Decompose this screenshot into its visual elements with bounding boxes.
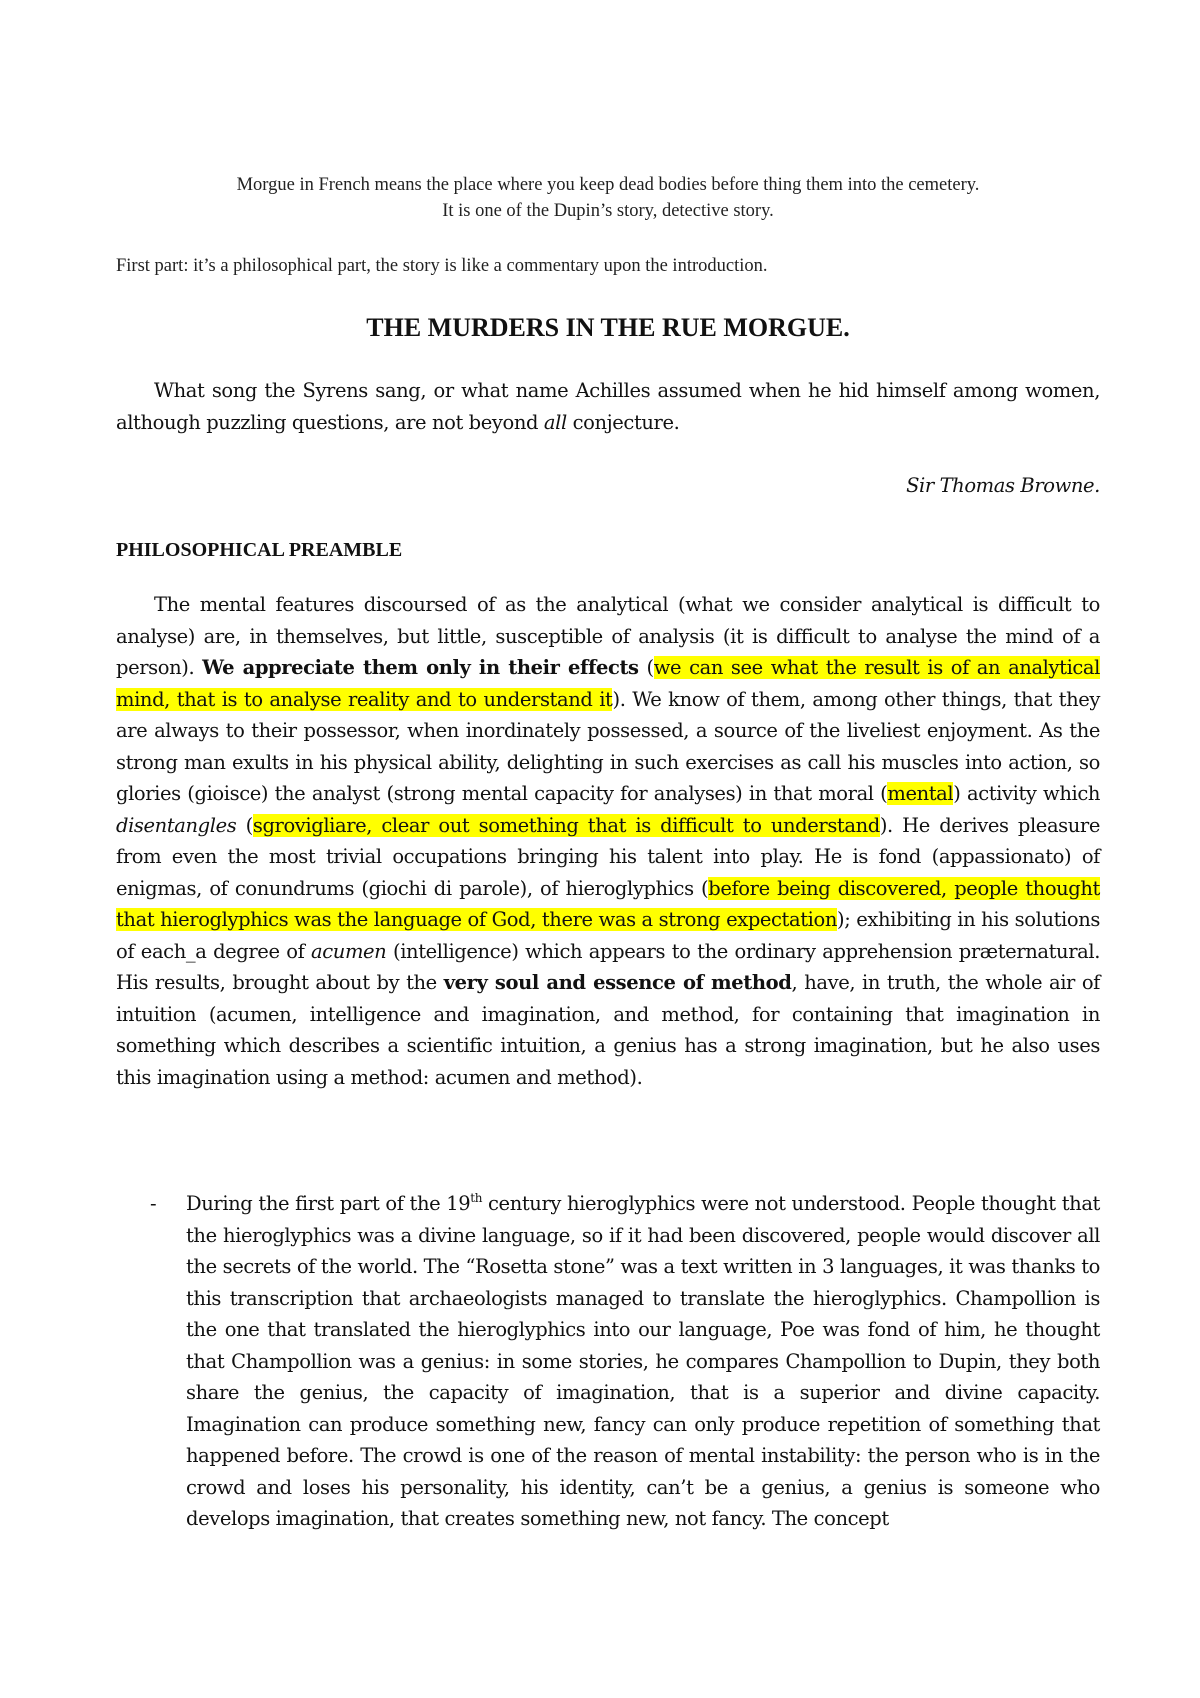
paragraph-text: (	[236, 813, 253, 837]
epigraph	[116, 375, 1100, 438]
bullet-text-continued: century hieroglyphics were not understood. People thought that the hieroglyphics was a divine language, so if it had been discovered, people would discover all the secrets of the world. The “Rosetta stone” was a text written in 3 languages, it was thanks to this transcription that archaeologists managed to translate the hieroglyphics. Champollion is the one that translated the hieroglyphics into our language, Poe was fond of him, he thought that Champollion was a genius: in some stories, he compares Champollion to Dupin, they both share the genius, the capacity of imagination, that is a superior and divine capacity. Imagination can produce something new, fancy can only produce repetition of something that happened before. The crowd is one of the reason of mental instability: the person who is in the crowd and loses his personality, his identity, can’t be a genius, a genius is someone who develops imagination, that creates something new, not fancy. The concept	[186, 1192, 1100, 1530]
paragraph-text: (intelligence) which appears to the ordinary apprehension præternatural. His results, brought about by the	[116, 939, 1100, 994]
highlighted-note: before being discovered, people thought that hieroglyphics was the language of God, there was a strong expectation	[116, 876, 1100, 931]
ordinal-suffix: th	[470, 1191, 483, 1205]
bullet-marker: -	[150, 1192, 157, 1215]
paragraph-text: ); exhibiting in his solutions of each_a degree of	[116, 908, 1100, 963]
note-line-2: It is one of the Dupin’s story, detective story.	[442, 201, 774, 221]
paragraph-text: ) activity which	[953, 782, 1100, 805]
highlighted-note: sgrovigliare, clear out something that is difficult to understand	[252, 813, 880, 837]
paragraph-text: The mental features discoursed of as the analytical (what we consider analytical is difficult to analyse) are, in themselves, but little, susceptible of analysis (it is difficult to analyse the mind of a person).	[116, 593, 1100, 679]
bullet-list	[150, 1188, 1100, 1535]
epigraph-text-end: conjecture.	[566, 410, 680, 434]
bold-phrase: very soul and essence of method	[443, 971, 792, 994]
epigraph-text: What song the Syrens sang, or what name Achilles assumed when he hid himself among women, although puzzling questions, are not beyond	[116, 379, 1100, 434]
italic-word: disentangles	[116, 813, 237, 837]
epigraph-attribution: Sir Thomas Browne.	[906, 474, 1100, 497]
bullet-text: During the first part of the 19	[186, 1192, 471, 1215]
paragraph-text: , have, in truth, the whole air of intuition (acumen, intelligence and imagination, and method, for containing that imagination in something which describes a scientific intuition, a genius has a strong imagination, but he also uses this imagination using a method: acumen and method).	[116, 971, 1100, 1089]
paragraph-text: ). He derives pleasure from even the most trivial occupations bringing his talent into play. He is fond (appassionato) of enigmas, of conundrums (giochi di parole), of hieroglyphics (	[116, 813, 1100, 900]
highlighted-note: we can see what the result is of an analytical mind, that is to analyse reality and to understand it	[116, 656, 1100, 711]
section-heading: PHILOSOPHICAL PREAMBLE	[116, 539, 403, 561]
list-item	[150, 1188, 1100, 1535]
story-title: THE MURDERS IN THE RUE MORGUE.	[366, 313, 850, 342]
note-line-3: First part: it’s a philosophical part, the story is like a commentary upon the introduction.	[116, 256, 768, 276]
note-line-1: Morgue in French means the place where you keep dead bodies before thing them into the cemetery.	[236, 175, 980, 195]
highlighted-note: mental	[887, 782, 954, 805]
paragraph-text: ). We know of them, among other things, that they are always to their possessor, when inordinately possessed, a source of the liveliest enjoyment. As the strong man exults in his physical ability, delighting in such exercises as call his muscles into action, so glories (gioisce) the analyst (strong mental capacity for analyses) in that moral (	[116, 687, 1100, 805]
italic-word: acumen	[311, 939, 387, 963]
epigraph-emphasis: all	[543, 410, 567, 434]
bold-phrase: We appreciate them only in their effects	[202, 656, 639, 679]
paragraph-text: (	[638, 656, 654, 679]
preamble-paragraph	[116, 589, 1100, 1093]
